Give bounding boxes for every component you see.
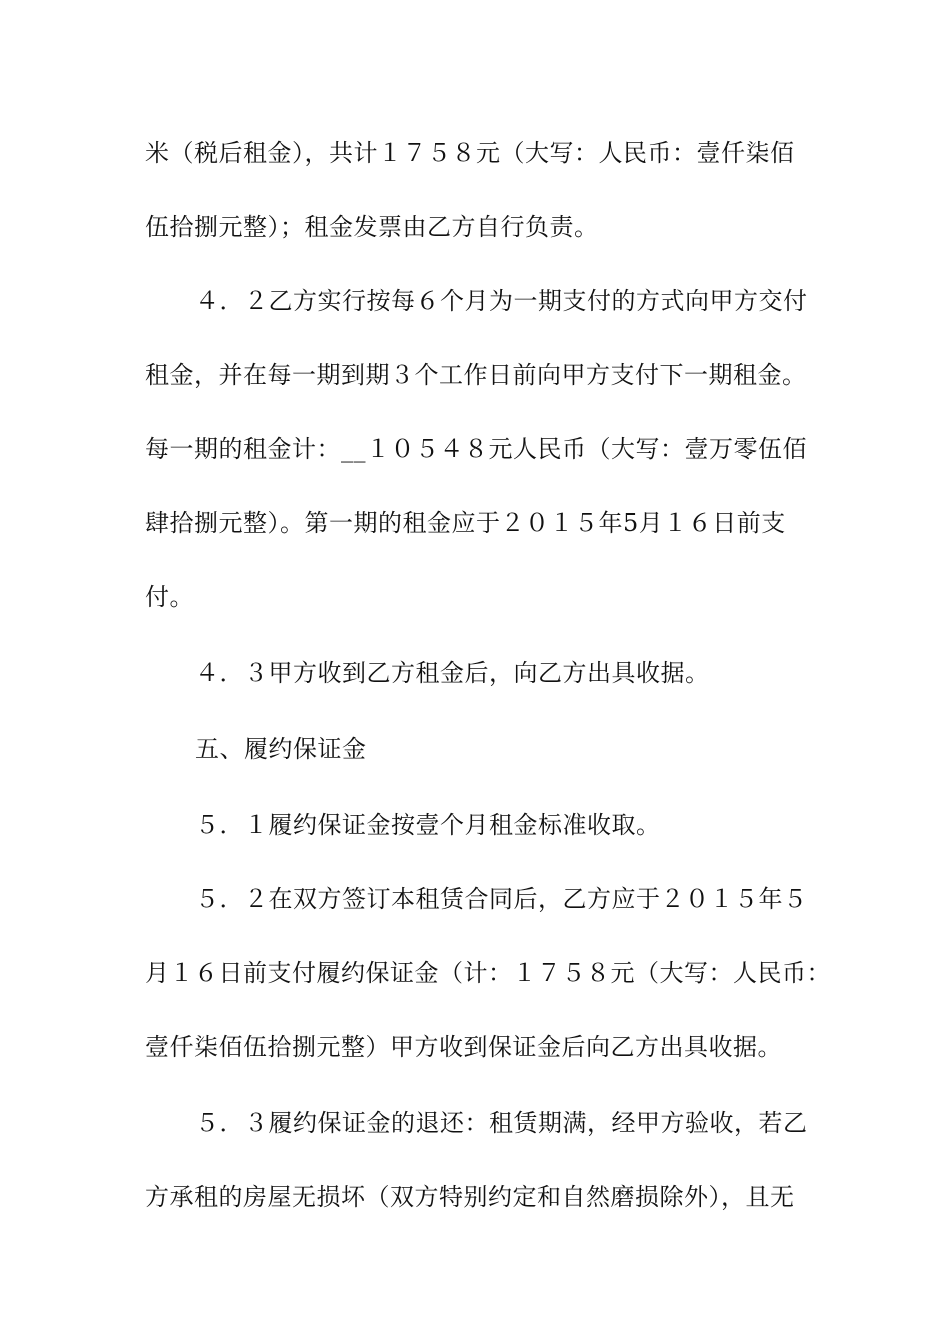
section-heading: 五、履约保证金 [195, 735, 367, 763]
text-line: 月１６日前支付履约保证金（计：１７５８元（大写：人民币： [145, 959, 831, 987]
text-line: 每一期的租金计：__１０５４８元人民币（大写：壹万零伍佰 [145, 435, 807, 463]
text-line: ４．２乙方实行按每６个月为一期支付的方式向甲方交付 [195, 287, 808, 315]
text-line: ５．２在双方签订本租赁合同后，乙方应于２０１５年５ [195, 885, 808, 913]
text-line: ５．３履约保证金的退还：租赁期满，经甲方验收，若乙 [195, 1109, 808, 1137]
text-line: 肆拾捌元整）。第一期的租金应于２０１５年5月１６日前支 [145, 509, 786, 537]
text-line: 租金，并在每一期到期３个工作日前向甲方支付下一期租金。 [145, 361, 807, 389]
text-line: ４．３甲方收到乙方租金后，向乙方出具收据。 [195, 659, 710, 687]
text-line: 壹仟柒佰伍拾捌元整）甲方收到保证金后向乙方出具收据。 [145, 1033, 782, 1061]
text-line: ５．１履约保证金按壹个月租金标准收取。 [195, 811, 661, 839]
text-line: 米（税后租金），共计１７５８元（大写：人民币：壹仟柒佰 [145, 139, 795, 167]
text-line: 付。 [145, 583, 194, 611]
text-line: 方承租的房屋无损坏（双方特别约定和自然磨损除外），且无 [145, 1183, 795, 1211]
text-line: 伍拾捌元整）；租金发票由乙方自行负责。 [145, 213, 599, 241]
